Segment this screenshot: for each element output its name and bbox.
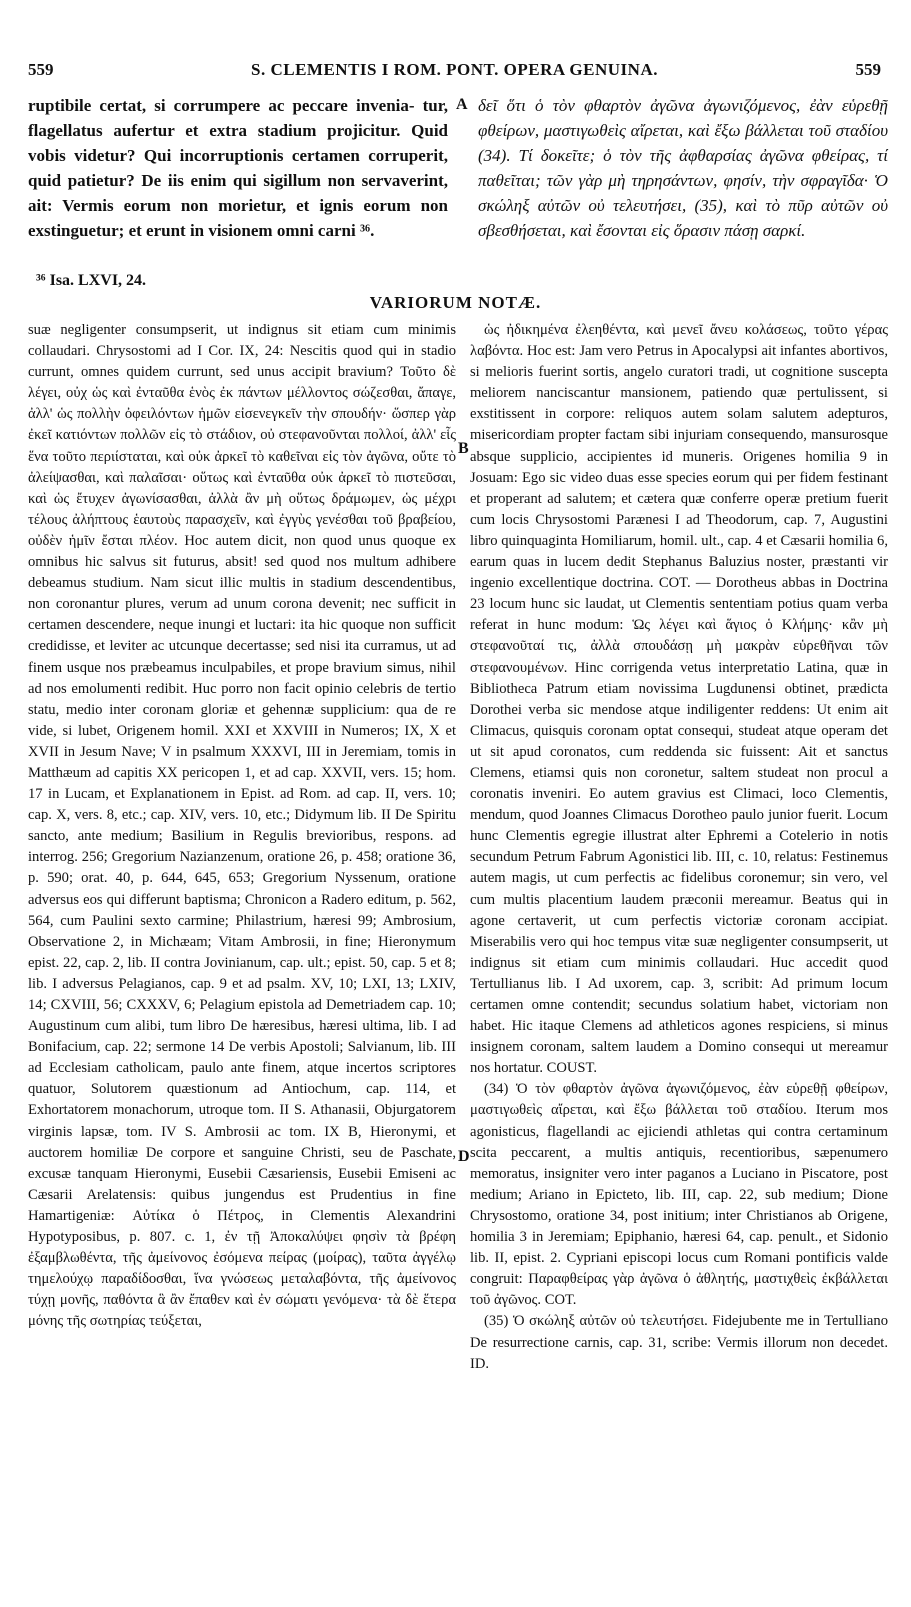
note-35: (35) Ὁ σκώληξ αὐτῶν οὐ τελευτήσει. Fidejubente me in Tertulliano De resurrectione carnis, cap. 31, scribe: Vermis illorum non decedet. ID.: [470, 1313, 888, 1372]
margin-letter-b: B: [458, 440, 469, 457]
footnote: ³⁶ Isa. LXVI, 24.: [36, 272, 147, 289]
latin-text-column: [28, 93, 448, 243]
page-number-left: 559: [28, 60, 54, 79]
note-34: (34) Ὁ τὸν φθαρτὸν ἀγῶνα ἀγωνιζόμενος, ἐὰν εὑρεθῇ φθείρων, μαστιγωθεὶς αἴρεται, καὶ ἔξω βάλλεται τοῦ σταδίου. Iterum mos agonisticus, flagellandi ac ejiciendi athletas qui contra certaminum scita peccarent, a multis antiquis, recentioribus, sæpenumero memoratus, insigniter vero inter paganos a Luciano in Piscatore, post medium; Ariano in Epicteto, lib. III, cap. 22, sub medium; Dione Chrysostomo, oratione 34, post initium; inter Christianos ab Origene, homilia 3 in Jeremiam; Epiphanio, hæresi 64, cap. penult., et Sidonio lib. II, epist. 2. Cypriani episcopi locus cum Romani pontificis valde congruit: Παραφθείρας γὰρ ἀγῶνα ὁ ἀθλητής, μαστιχθεὶς ἐκβάλλεται τοῦ ἀγῶνος. COT.: [470, 1081, 888, 1309]
page-number-right: 559: [855, 60, 881, 79]
running-header: [28, 60, 881, 88]
running-title: S. CLEMENTIS I ROM. PONT. OPERA GENUINA.: [251, 60, 658, 79]
notes-heading: VARIORUM NOTÆ.: [369, 293, 542, 312]
latin-text: ruptibile certat, si corrumpere ac peccare invenia- tur, flagellatus aufertur et extra stadium projicitur. Quid vobis videtur? Qui incorruptionis certamen corruperit, quid patietur? De iis enim qui sigillum non servaverint, ait: Vermis eorum non morietur, et ignis eorum non exstinguetur; et erunt in visionem omni carni ³⁶.: [28, 96, 448, 240]
notes-right-column: [470, 320, 888, 1375]
margin-letter-d: D: [458, 1148, 470, 1165]
margin-letter-a: A: [456, 96, 468, 113]
notes-left-text: suæ negligenter consumpserit, ut indignus sit etiam cum minimis collaudari. Chrysostomi ad I Cor. IX, 24: Nescitis quod qui in stadio currunt, omnes quidem currunt, sed unus accipit bravium? Τοῦτο δὲ λέγει, οὐχ ὡς καὶ ἐνταῦθα ἑνὸς ἐκ πάντων μέλλοντος σώζεσθαι, ἄπαγε, ἀλλ' ὡς πολλὴν ὀφειλόντων ἡμῶν εἰσενεγκεῖν τὴν σπουδήν· ὥσπερ γὰρ ἐκεῖ κατιόντων πολλῶν εἰς τὸ στάδιον, οὐ στεφανοῦνται πολλοί, ἀλλ' εἷς ἕνα τοῦτο περιίσταται, καὶ οὐκ ἀρκεῖ τὸ καθεῖναι εἰς τὸν ἀγῶνα, οὔτε τὸ ἀλείψασθαι, καὶ παλαῖσαι· οὕτως καὶ ἐνταῦθα οὐκ ἀρκεῖ τὸ πιστεῦσαι, καὶ ὡς ἔτυχεν ἀγωνίσασθαι, ἀλλὰ ἂν μὴ οὕτως δράμωμεν, ὡς μέχρι τέλους ἀλήπτους ἑαυτοὺς παρασχεῖν, καὶ ἐγγὺς γενέσθαι τοῦ βραβείου, οὐδὲν ἡμῖν ἔσται πλέον. Hoc autem dicit, non quod unus quoque ex omnibus hic salvus sit futurus, absit! sed quod nos multum adhibere debeamus studium. Nam sicut illic multis in stadium descendentibus, non coronantur plures, verum ad unum corona devenit; nec sufficit in certamen descendere, neque inungi et luctari: ita hic quoque non sufficit credidisse, et leviter ac utcunque decertasse; sed nisi ita curramus, ut ad finem usque nos præbeamus inculpabiles, et prope bravium simus, nihil ad nos emolumenti redibit. Huc porro non facit opinio celebris de tertio statu, medio inter coronam gloriæ et gehennæ supplicium: qua de re vide, si lubet, Origenem homil. XXI et XXVIII in Numeros; IX, X et XVII in Jesum Nave; V in psalmum XXXVI, III in Jeremiam, tomis in Matthæum ad capitis XX pericopen 1, et ad cap. XXVII, vers. 15; hom. 17 in Lucam, et Explanationem in Epist. ad Rom. ad cap. II, vers. 10; cap. X, vers. 8, etc.; cap. XIV, vers. 10, etc.; Didymum lib. II De Spiritu sancto, ante medium; Basilium in Regulis brevioribus, respons. ad interrog. 256; Gregorium Nazianzenum, oratione 26, p. 458; oratione 36, p. 590; orat. 40, p. 644, 645, 653; Gregorium Nyssenum, oratione adversus eos qui differunt baptisma; Chronicon a Radero editum, p. 562, 564, cum Paulini sexto carmine; Philastrium, hæresi 99; Ambrosium, Observatione 2, in Michæam; Vitam Ambrosii, in fine; Hieronymum epist. 22, cap. 2, lib. II contra Jovinianum, cap. ult.; epist. 50, cap. 5 et 8; lib. I adversus Pelagianos, cap. 9 et ad psalm. XV, 10; LXI, 13; LXIV, 14; CXVIII, 56; CXXXV, 6; Pelagium epistola ad Demetriadem cap. 10; Augustinum cum alibi, tum libro De hæresibus, hæresi ultima, lib. I ad Bonifacium, cap. 22; sermone 14 De verbis Apostoli; Salvianum, lib. III ad Ecclesiam catholicam, paulo ante finem, atque incertos scriptores quatuor, Solutorem quæstionum ad Antiochum, cap. 114, et Exhortatorem monachorum, utroque tom. II S. Athanasii, Objurgatorem virginis lapsæ, tom. IV S. Ambrosii ac tom. IX B, Hieronymi, et auctorem homiliæ De corpore et sanguine Christi, seu de Paschate, excusæ tanquam Hieronymi, Eusebii Cæsariensis, Eusebii Emiseni ac Cæsarii Arelatensis: quibus jungendus est Prudentius in fine Hamartigeniæ: Αὐτίκα ὁ Πέτρος, in Clementis Alexandrini Hypotyposibus, p. 807. c. 1, ἐν τῇ Ἀποκαλύψει φησὶν τὰ βρέφη ἐξαμβλωθέντα, τῆς ἀμείνονος ἐσόμενα πείρας (μοίρας), ταῦτα ἀγγέλῳ τημελούχῳ παραδίδοσθαι, ἵνα γνώσεως μεταλαβόντα, τῆς ἀμείνονος τύχῃ μονῆς, παθόντα ἃ ἂν ἔπαθεν καὶ ἐν σώματι γενόμενα· τὰ δὲ ἕτερα μόνης τῆς σωτηρίας τεύξεται,: [28, 322, 456, 1330]
notes-right-paragraph: ὡς ἠδικημένα ἐλεηθέντα, καὶ μενεῖ ἄνευ κολάσεως, τοῦτο γέρας λαβόντα. Hoc est: Jam vero Petrus in Apocalypsi ait infantes abortivos, si melioris fuerint sortis, angelo curatori tradi, ut cognitione suscepta meliorem nanciscantur mansionem, patiendo quæ pertulissent, si exstitissent in corpore: reliquos autem solam salutem adepturos, misericordiam propter factam sibi injuriam consequendo, mansurosque absque supplicio, accipientes id muneris. Origenes homilia 9 in Josuam: Ego sic video duas esse species eorum qui per fidem festinant et properant ad salutem; et cætera quæ conferre operæ pretium fuerit cum locis Chrysostomi Parænesi I ad Theodorum, cap. 7, Augustini libro quinquaginta Homiliarum, homil. ult., cap. 4 et Cæsarii homilia 6, earum quas in lucem dedit Stephanus Baluzius noster, præstanti vir ingenio excellentique doctrina. COT. — Dorotheus abbas in Doctrina 23 locum hunc sic laudat, ut Clementis sententiam potius quam verba referat in hunc modum: Ὡς λέγει καὶ ἅγιος ὁ Κλήμης· κἂν μὴ στεφανοῦταί τις, ἀλλὰ σπουδάσῃ μὴ μακρὰν εὑρεθῆναι τῶν στεφανουμένων. Hinc corrigenda vetus interpretatio Latina, quæ in Bibliotheca Patrum etiam novissima Lugdunensi obtinet, prædicta Dorothei verba sic mendose atque indiligenter reddens: Ut enim ait Climacus, quisquis coronam optat consequi, studeat atque operam det ut sit apud coronatos, cum reddenda sic fuissent: Ait et sanctus Clemens, etiamsi quis non coronetur, saltem studeat non procul a coronatis inveniri. Eo autem gravius est Climaci, loco Clementis, mendum, quod Joannes Climacus Dorotheo paulo junior fuerit. Locum hunc Clementis egregie illustrat alter Ephremi a Cotelerio in notis secundum Petrum Fabrum Agonistici lib. III, c. 10, relatus: Festinemus autem magis, ut cum perfectis ac fidelibus coronemur; sin vero, vel cum multis placentium laudem præconii mereamur. Beatus qui in agone certaverit, ut cum perfectis victoriæ coronam accipiat. Miserabilis vero qui hoc tempus vitæ suæ negligenter consumpserit, ut indignus sit etiam cum minimis collaudari. Huc accedit quod Tertullianus lib. I Ad uxorem, cap. 3, scribit: Ad primum locum certamen omne contendit; secundus solatium habet, victoriam non habet. Hic itaque Clemens ad athleticos agones respiciens, si minus insignem coronam, saltem laudem a Domino consequi ut mereamur nos hortatur. COUST.: [470, 322, 888, 1077]
greek-text: δεῖ ὅτι ὁ τὸν φθαρτὸν ἀγῶνα ἀγωνιζόμενος, ἐὰν εὑρεθῇ φθείρων, μαστιγωθεὶς αἴρεται, καὶ ἔξω βάλλεται τοῦ σταδίου (34). Τί δοκεῖτε; ὁ τὸν τῆς ἀφθαρσίας ἀγῶνα φθείρας, τί παθεῖται; τῶν γὰρ μὴ τηρησάντων, φησίν, τὴν σφραγῖδα· Ὁ σκώληξ αὐτῶν οὐ τελευτήσει, (35), καὶ τὸ πῦρ αὐτῶν οὐ σβεσθήσεται, καὶ ἔσονται εἰς ὅρασιν πάσῃ σαρκί.: [478, 96, 888, 240]
greek-text-column: [478, 93, 888, 243]
notes-left-column: [28, 320, 456, 1333]
